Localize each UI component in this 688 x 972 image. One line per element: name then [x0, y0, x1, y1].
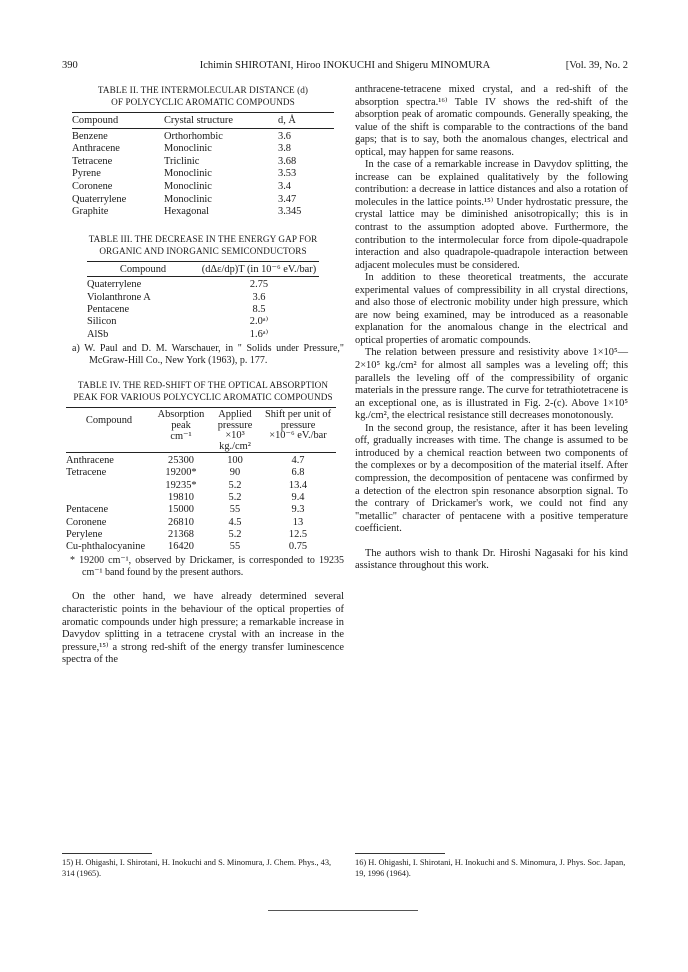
table4-header-shift: Shift per unit of pressure — [264, 409, 332, 431]
table-cell: Triclinic — [164, 155, 200, 167]
table-cell: 9.4 — [291, 491, 305, 503]
table-cell: 19235* — [165, 479, 197, 491]
table4-caption: TABLE IV. THE RED-SHIFT OF THE OPTICAL ABSORPTION PEAK FOR VARIOUS POLYCYCLIC AROMATIC COMPOUNDS — [73, 380, 333, 403]
table4-unit-absorption: cm⁻¹ — [170, 431, 192, 443]
table3-header-compound: Compound — [119, 263, 167, 275]
table-cell: AlSb — [87, 328, 109, 340]
table-cell: 3.6 — [278, 130, 291, 142]
table-cell: 26810 — [168, 516, 194, 528]
table2-caption: TABLE II. THE INTERMOLECULAR DISTANCE (d) OF POLYCYCLIC AROMATIC COMPOUNDS — [97, 85, 309, 107]
table3-caption: TABLE III. THE DECREASE IN THE ENERGY GAP FOR ORGANIC AND INORGANIC SEMICONDUCTORS — [88, 233, 318, 256]
table-cell: Anthracene — [72, 143, 120, 155]
table-cell: 1.6ᵃ⁾ — [249, 328, 269, 340]
footnote-16: 16) H. Ohigashi, I. Shirotani, H. Inokuchi and S. Minomura, J. Phys. Soc. Japan, 19, 1996 (1964). — [355, 858, 626, 878]
table-cell: 55 — [229, 541, 241, 553]
table-cell: 21368 — [168, 528, 194, 540]
running-authors: Ichimin SHIROTANI, Hiroo INOKUCHI and Shigeru MINOMURA — [199, 60, 491, 71]
body-paragraph: anthracene-tetracene mixed crystal, and a red-shift of the absorption spectra.¹⁶⁾ Table IV shows the red-shift of the absorption peak of aromatic compounds. Generally speaking, the value of the shift is comparable to the contractions of the band gaps; that is to say, both the anomalous changes, electrical and optical, may happen for same reasons. — [355, 84, 628, 158]
left-body-paragraph: On the other hand, we have already determined several characteristic points in the behaviour of the optical properties of aromatic compounds under high pressure; a remarkable increase in Davydov splitting in a tetracene crystal with an increase in the pressure,¹⁵⁾ a strong red-shift of the energy transfer luminescence spectra of the — [62, 591, 344, 666]
body-paragraph: The relation between pressure and resistivity above 1×10⁵—2×10⁵ kg./cm² for almost all samples was a leveling off; this parallels the leveling off of the compressibility of organic materials in the pressure range. The curve for tetrathiotetracene is an exceptional one, as is illustrated in Fig. 2-(c). Above 1×10⁵ kg./cm², the electrical resistance still decreases monotonously. — [355, 347, 628, 422]
table-cell: Graphite — [72, 206, 109, 218]
table-cell: 13 — [292, 516, 304, 528]
table-cell: 55 — [229, 504, 241, 516]
table-cell: 5.2 — [228, 528, 242, 540]
table-cell: 100 — [227, 455, 243, 467]
table-cell: Orthorhombic — [164, 130, 223, 142]
end-rule — [268, 910, 418, 911]
table-cell: Benzene — [72, 130, 108, 142]
body-paragraph: In the case of a remarkable increase in Davydov splitting, the increase can be explained qualitatively by the following contribution: a decrease in lattice distances and also a rotation of molecules in the lattice points.¹⁵⁾ Under hydrostatic pressure, the crystal lattice may be diminished anisotropically; this is in contrast to the assumption adopted above. Furthermore, the contribution to the intermolecular force from dipole-quadrapole interaction and also quadrapole-quadrapole interaction between adjacent molecules must be considered. — [355, 159, 628, 271]
table-cell: 3.4 — [278, 180, 291, 192]
table-cell: Silicon — [87, 316, 117, 328]
footnote-rule-right — [355, 853, 445, 854]
table-cell — [66, 480, 152, 492]
table4-unit-shift: ×10⁻⁶ eV./bar — [269, 430, 327, 442]
table-cell: 19200* — [165, 467, 197, 479]
running-header — [62, 60, 628, 74]
table-cell: 3.8 — [278, 143, 291, 155]
left-column — [62, 84, 344, 667]
table3-header-value: (dΔε/dp)T (in 10⁻⁶ eV./bar) — [201, 263, 317, 275]
table-cell: 3.345 — [278, 206, 302, 218]
table4-header-compound: Compound — [85, 414, 133, 426]
table-cell: 5.2 — [228, 491, 242, 503]
table-cell: 3.68 — [278, 155, 297, 167]
body-paragraph: In addition to these theoretical treatments, the accurate experimental values of compressibility in all crystal directions, and also those of electronic mobility under high pressure, which are now being examined, may be introduced as a reasonable explanation for the anomalous change in the electrical and optical properties of aromatic compounds. — [355, 272, 628, 346]
table4-header-absorption: Absorption peak — [157, 409, 205, 431]
table-cell: 0.75 — [288, 541, 308, 553]
table-cell — [66, 492, 152, 504]
table-cell: 2.0ᵃ⁾ — [249, 316, 269, 328]
table-cell: 3.47 — [278, 193, 297, 205]
table-cell: 3.6 — [252, 291, 266, 303]
table-cell: 15000 — [168, 504, 194, 516]
table-cell: 4.7 — [291, 455, 305, 467]
table-cell: 5.2 — [228, 479, 242, 491]
table-cell: Cu-phthalocyanine — [66, 541, 146, 553]
table-cell: Quaterrylene — [87, 279, 142, 291]
table-cell: Perylene — [66, 528, 103, 540]
table-cell: Monoclinic — [164, 143, 212, 155]
table-cell: Pentacene — [66, 504, 109, 516]
table-cell: 90 — [229, 467, 241, 479]
right-column — [355, 84, 628, 573]
table4 — [66, 407, 336, 553]
table-cell: Pentacene — [87, 303, 130, 315]
footnote-rule-left — [62, 853, 152, 854]
table-cell: Pyrene — [72, 168, 101, 180]
table-cell: 8.5 — [252, 303, 266, 315]
table2-header-d: d, Å — [278, 115, 296, 126]
body-paragraph: In the second group, the resistance, after it has been leveling off, gradually increases with time. The change is assumed to be introduced by a chemical reaction between two components of the complexes or by a decomposition of the material itself. After compression, the decomposition of pentacene was confirmed by a detection of the electron spin resonance absorption signal. To the contrary of Drickamer's work, we could not find any "metallic" character of pentacene with a positive temperature coefficient. — [355, 422, 628, 535]
table-cell: 13.4 — [288, 479, 308, 491]
table-cell: 3.53 — [278, 168, 297, 180]
table-cell: Tetracene — [66, 467, 107, 479]
page-number: 390 — [62, 60, 78, 71]
table-cell: 25300 — [168, 455, 194, 467]
table4-footnote: * 19200 cm⁻¹, observed by Drickamer, is corresponded to 19235 cm⁻¹ band found by the present authors. — [70, 555, 344, 579]
table-cell: Coronene — [72, 180, 113, 192]
acknowledgment: The authors wish to thank Dr. Hiroshi Nagasaki for his kind assistance throughout this work. — [355, 547, 628, 572]
table-cell: 6.8 — [291, 467, 305, 479]
table-cell: 4.5 — [228, 516, 242, 528]
table-cell: 2.75 — [249, 279, 269, 291]
table-cell: Monoclinic — [164, 193, 212, 205]
table-cell: 12.5 — [288, 528, 308, 540]
table2-header-structure: Crystal structure — [164, 115, 233, 126]
table-cell: Coronene — [66, 516, 107, 528]
table-cell: 19810 — [168, 491, 194, 503]
table-cell: Monoclinic — [164, 180, 212, 192]
table3 — [87, 261, 319, 341]
table-cell: Violanthrone A — [87, 291, 151, 303]
table4-header-pressure: Applied pressure — [217, 409, 253, 431]
table3-footnote: a) W. Paul and D. M. Warschauer, in " Solids under Pressure," McGraw-Hill Co., New York (1963), p. 177. — [72, 343, 344, 367]
table-cell: Anthracene — [66, 455, 114, 467]
footnote-15: 15) H. Ohigashi, I. Shirotani, H. Inokuchi and S. Minomura, J. Chem. Phys., 43, 314 (1965). — [62, 858, 332, 878]
table-cell: Monoclinic — [164, 168, 212, 180]
table-cell: Hexagonal — [164, 206, 210, 218]
table-cell: Tetracene — [72, 155, 113, 167]
table-cell: Quaterrylene — [72, 193, 127, 205]
table-cell: 9.3 — [291, 504, 305, 516]
table4-unit-pressure: ×10³ kg./cm² — [219, 430, 251, 452]
table2-header-compound: Compound — [72, 115, 119, 126]
table2 — [72, 112, 334, 219]
volume-info: [Vol. 39, No. 2 — [565, 60, 628, 71]
table-cell: 16420 — [168, 541, 194, 553]
